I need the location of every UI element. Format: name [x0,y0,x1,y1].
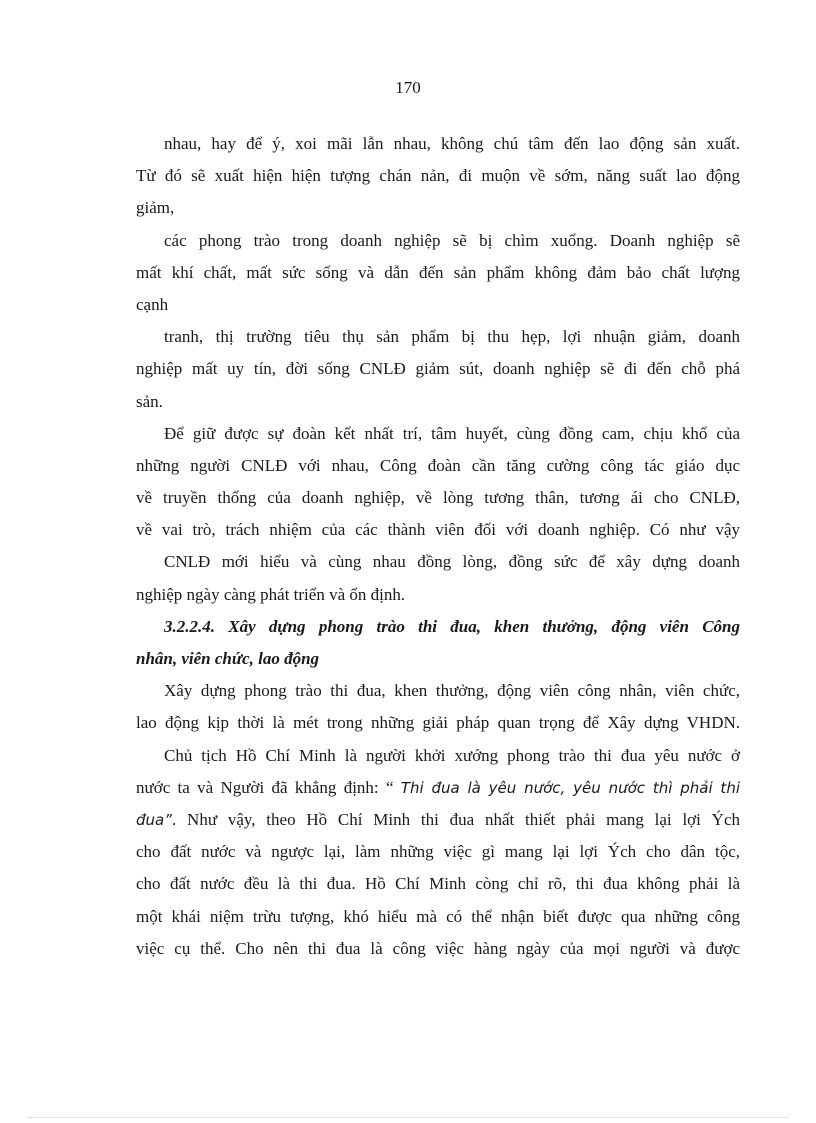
text-line: các phong trào trong doanh nghiệp sẽ bị chìm xuống. Doanh nghiệp sẽ [164,230,740,250]
quote-text: đua” [136,810,172,829]
text-line: tranh, thị trường tiêu thụ sản phẩm bị thu hẹp, lợi nhuận giảm, doanh [164,327,740,347]
text-line: sản. [136,391,163,411]
text-line: cho đất nước và ngược lại, làm những việc gì mang lại lợi Ých cho dân tộc, [136,842,740,862]
text-line: nhau, hay để ý, xoi mãi lẫn nhau, không chú tâm đến lao động sản xuất. [164,134,740,153]
text-line: về truyền thống của doanh nghiệp, về lòng tương thân, tương ái cho CNLĐ, [136,488,740,508]
text-line: mất khí chất, mất sức sống và dẫn đến sản phẩm không đảm bảo chất lượng [136,262,740,282]
text-line: Xây dựng phong trào thi đua, khen thưởng, động viên công nhân, viên chức, [164,681,740,701]
section-heading: nhân, viên chức, lao động [136,649,320,668]
page-bottom-divider [28,1117,788,1118]
text-line: việc cụ thể. Cho nên thi đua là công việc hàng ngày của mọi người và được [136,938,740,958]
text-line: giảm, [136,198,175,218]
text-run: nước ta và Người đã khẳng định: “ [136,777,401,797]
text-line: nghiệp ngày càng phát triển và ổn định. [136,584,406,604]
text-line: Chủ tịch Hồ Chí Minh là người khởi xướng phong trào thi đua yêu nước ở [164,745,740,765]
text-line: CNLĐ mới hiểu và cùng nhau đồng lòng, đồng sức để xây dựng doanh [164,552,740,572]
text-line: về vai trò, trách nhiệm của các thành viên đối với doanh nghiệp. Có như vậy [136,520,740,540]
text-line: nghiệp mất uy tín, đời sống CNLĐ giảm sút, doanh nghiệp sẽ đi đến chỗ phá [136,359,740,379]
text-run: . Như vậy, theo Hồ Chí Minh thi đua nhất thiết phải mang lại lợi Ých [172,809,740,829]
quote-text: Thi đua là yêu nước, yêu nước thì phải thi [400,778,740,797]
text-line: cạnh [136,294,169,314]
text-line: cho đất nước đều là thi đua. Hồ Chí Minh còng chỉ rõ, thi đua không phải là [136,874,740,894]
body-text [136,128,740,965]
text-line [136,804,740,836]
section-heading: 3.2.2.4. Xây dựng phong trào thi đua, khen thưởng, động viên Công [164,616,740,636]
text-line [136,772,740,804]
text-line: lao động kịp thời là mét trong những giải pháp quan trọng để Xây dựng VHDN. [136,713,740,733]
text-line: một khái niệm trừu tượng, khó hiểu mà có thể nhận biết được qua những công [136,906,740,926]
page-number: 170 [395,78,421,97]
text-line: Từ đó sẽ xuất hiện hiện tượng chán nản, đi muộn về sớm, năng suất lao động [136,166,740,186]
text-line: những người CNLĐ với nhau, Công đoàn cần tăng cường công tác giáo dục [136,455,740,475]
text-line: Để giữ được sự đoàn kết nhất trí, tâm huyết, cùng đồng cam, chịu khổ của [164,423,740,443]
